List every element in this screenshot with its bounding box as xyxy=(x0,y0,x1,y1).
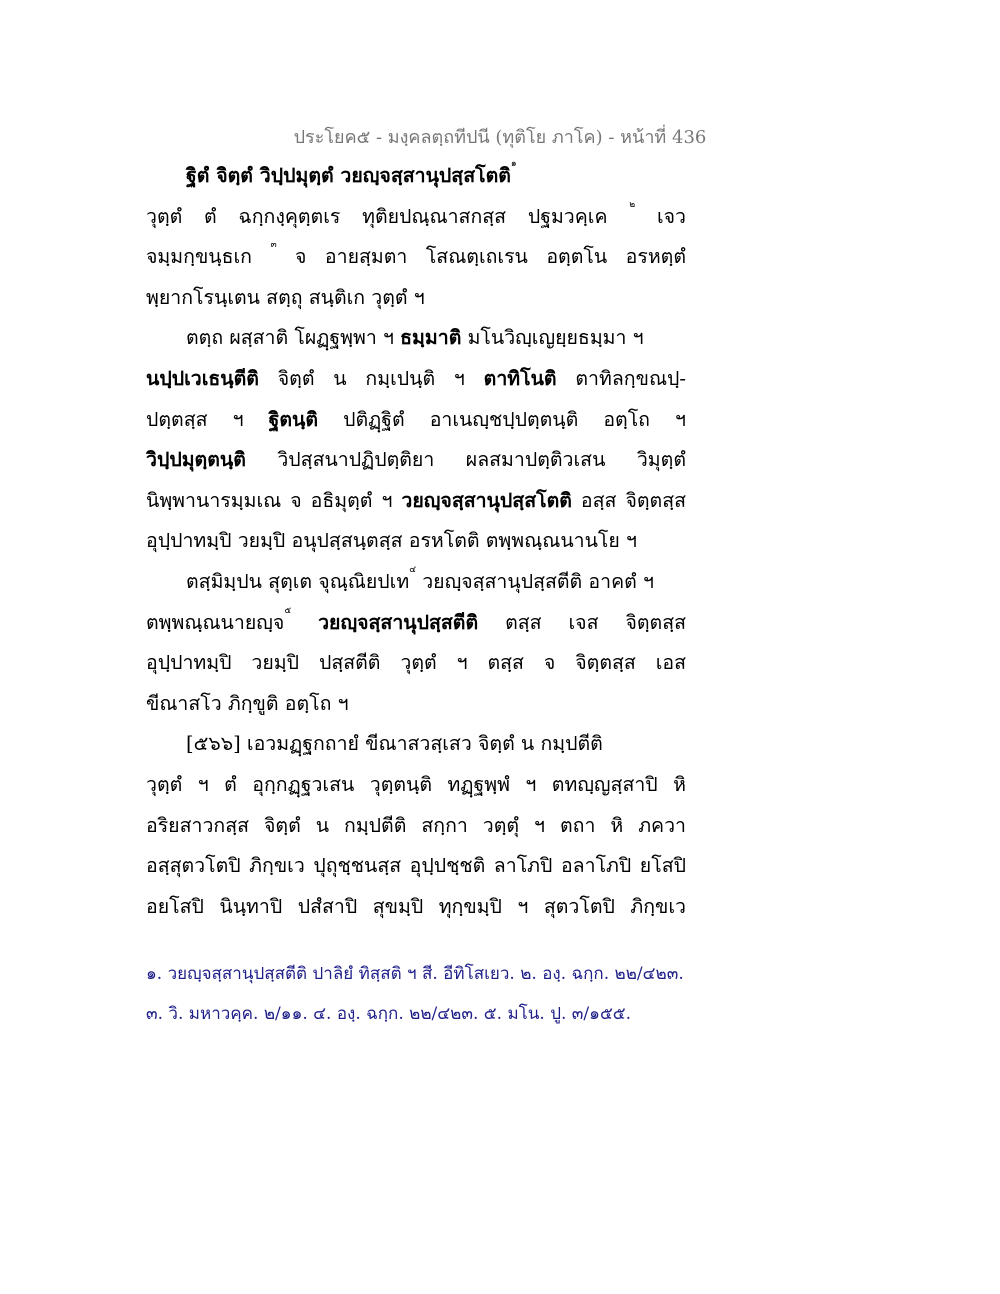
bold-term: วยญฺจสฺสานุปสฺสตีติ xyxy=(318,610,479,634)
bold-term: วยญฺจสฺสานุปสฺสโตติ xyxy=(401,488,572,512)
text-run: มโนวิญฺเญยฺยธมฺมา ฯ xyxy=(461,326,644,350)
footnote-marker: ๓ xyxy=(270,240,277,251)
text-run: จมฺมกฺขนฺธเก xyxy=(146,245,271,269)
footnote-marker: ๒ xyxy=(629,199,636,210)
text-run: อุปฺปาทมฺปิ วยมฺปิ ปสฺสตีติ วุตฺตํ ฯ ตสฺส จ จิตฺตสฺส เอส xyxy=(146,651,686,675)
text-line-14 xyxy=(146,684,686,725)
footnotes xyxy=(146,954,706,1034)
text-run: จิตฺตํ น กมฺเปนฺติ ฯ xyxy=(258,366,484,390)
text-line-12 xyxy=(146,603,686,644)
text-run: วยญฺจสฺสานุปสฺสตีติ อาคตํ ฯ xyxy=(416,569,654,593)
text-run: อยโสปิ นินฺทาปิ ปสํสาปิ สุขมฺปิ ทุกฺขมฺปิ ฯ สุตวโตปิ ภิกฺขเว xyxy=(146,894,686,918)
bold-term: ฐิตํ จิตฺตํ วิปฺปมุตฺตํ วยญฺจสฺสานุปสฺสโตติ xyxy=(186,164,511,187)
text-run: เจว xyxy=(635,204,686,228)
footnote-marker: ๕ xyxy=(284,605,292,616)
text-run: จ อายสฺมตา โสณตฺเถเรน อตฺตโน อรหตฺตํ xyxy=(276,245,686,269)
text-line-17 xyxy=(146,806,686,847)
text-line-15 xyxy=(146,724,686,765)
text-run: ตตฺถ ผสฺสาติ โผฏฺฐพฺพา ฯ xyxy=(186,326,401,350)
bold-term: ตาทิโนติ xyxy=(483,366,557,390)
text-run: อริยสาวกสฺส จิตฺตํ น กมฺปตีติ สกฺกา วตฺตุํ ฯ ตถา หิ ภควา xyxy=(146,813,686,837)
text-run: ตาทิลกฺขณปฺ- xyxy=(556,366,686,390)
text-line-16 xyxy=(146,765,686,806)
footnote-line-2: ๓. วิ. มหาวคฺค. ๒/๑๑. ๔. องฺ. ฉกฺก. ๒๒/๔๒๓. ๕. มโน. ปู. ๓/๑๕๕. xyxy=(146,1004,632,1024)
text-line-13 xyxy=(146,643,686,684)
text-run: อุปฺปาทมฺปิ วยมฺปิ อนุปสฺสนฺตสฺส อรหโตติ ตพฺพณฺณนานโย ฯ xyxy=(146,529,637,553)
text-line-7 xyxy=(146,400,686,441)
text-line-1 xyxy=(146,156,686,197)
text-run xyxy=(291,611,318,634)
text-run: ปติฏฺฐิตํ อาเนญฺชปฺปตฺตนฺติ อตฺโถ ฯ xyxy=(318,407,687,431)
body-text xyxy=(146,156,686,927)
text-run: ขีณาสโว ภิกฺขูติ อตฺโถ ฯ xyxy=(146,691,349,715)
text-run: ตสฺมิมฺปน สุตฺเต จุณฺณิยปเท xyxy=(186,569,410,593)
text-line-6 xyxy=(146,359,686,400)
page-header: ประโยค๕ - มงฺคลตฺถทีปนี (ทุติโย ภาโค) - หน้าที่ 436 xyxy=(293,127,707,148)
footnote-marker: ๑ xyxy=(510,159,517,169)
bold-term: นปฺปเวเธนฺตีติ xyxy=(146,366,259,390)
text-line-19 xyxy=(146,887,686,928)
text-line-2 xyxy=(146,197,686,238)
text-run: วุตฺตํ ฯ ตํ อุกฺกฏฺฐวเสน วุตฺตนฺติ ทฏฺฐพฺพํ ฯ ตทญฺญสฺสาปิ หิ xyxy=(146,772,686,796)
footnote-line-1: ๑. วยญฺจสฺสานุปสฺสตีติ ปาลิยํ ทิสฺสติ ฯ สี. อีทิโสเยว. ๒. องฺ. ฉกฺก. ๒๒/๔๒๓. xyxy=(146,964,684,984)
footnote-marker: ๔ xyxy=(409,564,417,575)
bold-term: ฐิตนฺติ xyxy=(268,407,319,431)
text-run: ตสฺส เจส จิตฺตสฺส xyxy=(478,610,686,634)
text-run: นิพฺพานารมฺมเณ จ อธิมุตฺตํ ฯ xyxy=(146,488,402,512)
text-line-11 xyxy=(146,562,686,603)
text-line-10 xyxy=(146,521,686,562)
text-line-9 xyxy=(146,481,686,522)
text-line-5 xyxy=(146,318,686,359)
text-run: อสฺส จิตฺตสฺส xyxy=(571,488,686,512)
text-line-18 xyxy=(146,846,686,887)
text-run: วิปสฺสนาปฏิปตฺติยา ผลสมาปตฺติวเสน วิมุตฺตํ xyxy=(245,448,686,472)
text-line-8 xyxy=(146,440,686,481)
bold-term: วิปฺปมุตฺตนฺติ xyxy=(146,448,246,472)
text-line-3 xyxy=(146,237,686,278)
text-run: ตพฺพณฺณนายญฺจ xyxy=(146,610,285,634)
text-run: อสฺสุตวโตปิ ภิกฺขเว ปุถุชฺชนสฺส อุปฺปชฺชติ ลาโภปิ อลาโภปิ ยโสปิ xyxy=(146,854,686,878)
text-run: [๕๖๖] เอวมฏฺฐกถายํ ขีณาสวสฺเสว จิตฺตํ น กมฺปตีติ xyxy=(186,732,603,756)
text-run: ปตฺตสฺส ฯ xyxy=(146,407,269,431)
text-run: วุตฺตํ ตํ ฉกฺกงฺคุตฺตเร ทุติยปณฺณาสกสฺส ปฐมวคฺเค xyxy=(146,204,630,228)
text-line-4 xyxy=(146,278,686,319)
text-run: พฺยากโรนฺเตน สตฺถุ สนฺติเก วุตฺตํ ฯ xyxy=(146,285,425,309)
bold-term: ธมฺมาติ xyxy=(400,326,462,350)
